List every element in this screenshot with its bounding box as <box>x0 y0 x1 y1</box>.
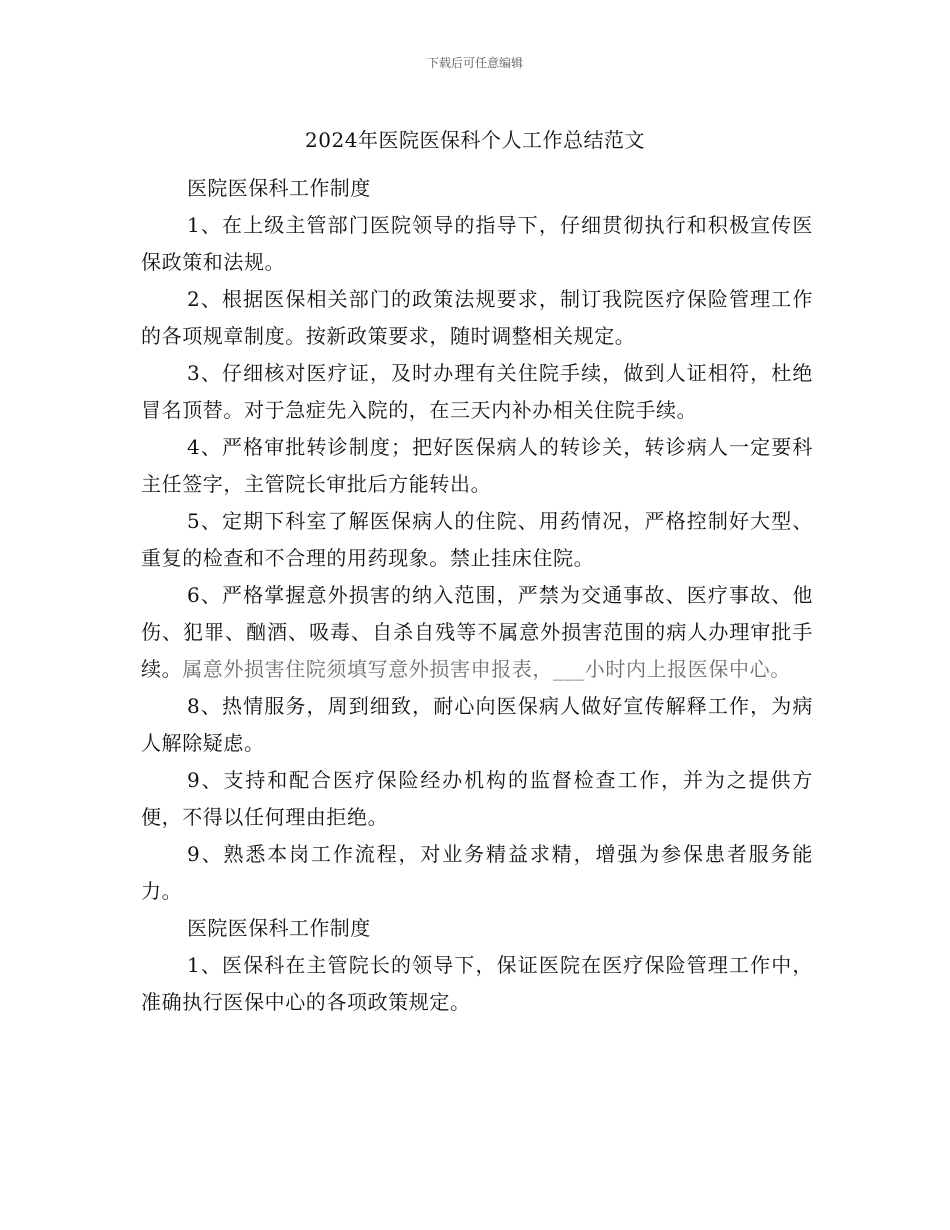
paragraph-item-4: 4、严格审批转诊制度；把好医保病人的转诊关，转诊病人一定要科主任签字，主管院长审批后方能转出。 <box>141 435 813 496</box>
section-heading: 医院医保科工作制度 <box>187 176 371 200</box>
header-note: 下载后可任意编辑 <box>426 56 523 70</box>
document-body <box>141 170 813 1021</box>
paragraph-item-6 <box>141 577 813 688</box>
paragraph-item-1: 1、在上级主管部门医院领导的指导下，仔细贯彻执行和积极宣传医保政策和法规。 <box>141 213 813 274</box>
paragraph-item-2: 2、根据医保相关部门的政策法规要求，制订我院医疗保险管理工作的各项规章制度。按新政策要求，随时调整相关规定。 <box>141 287 813 348</box>
paragraph-item-3: 3、仔细核对医疗证，及时办理有关住院手续，做到人证相符，杜绝冒名顶替。对于急症先入院的，在三天内补办相关住院手续。 <box>141 361 813 422</box>
paragraph-item-9b: 9、熟悉本岗工作流程，对业务精益求精，增强为参保患者服务能力。 <box>141 842 813 903</box>
paragraph-item-9a: 9、支持和配合医疗保险经办机构的监督检查工作，并为之提供方便，不得以任何理由拒绝。 <box>141 768 813 829</box>
paragraph-item-5: 5、定期下科室了解医保病人的住院、用药情况，严格控制好大型、重复的检查和不合理的用药现象。禁止挂床住院。 <box>141 509 813 570</box>
paragraph-item-8: 8、热情服务，周到细致，耐心向医保病人做好宣传解释工作，为病人解除疑虑。 <box>141 694 813 755</box>
item-6-main-text: 6、严格掌握意外损害的纳入范围，严禁为交通事故、医疗事故、他伤、犯罪、酗酒、吸毒、自杀自残等不属意外损害范围的病人办理审批手续。 <box>141 583 813 681</box>
section-heading-2: 医院医保科工作制度 <box>187 916 371 940</box>
document-title: 2024年医院医保科个人工作总结范文 <box>305 128 645 152</box>
item-6-muted-text: 属意外损害住院须填写意外损害申报表，___小时内上报医保中心。 <box>182 657 791 681</box>
section2-paragraph-item-1: 1、医保科在主管院长的领导下，保证医院在医疗保险管理工作中，准确执行医保中心的各项政策规定。 <box>141 953 813 1014</box>
